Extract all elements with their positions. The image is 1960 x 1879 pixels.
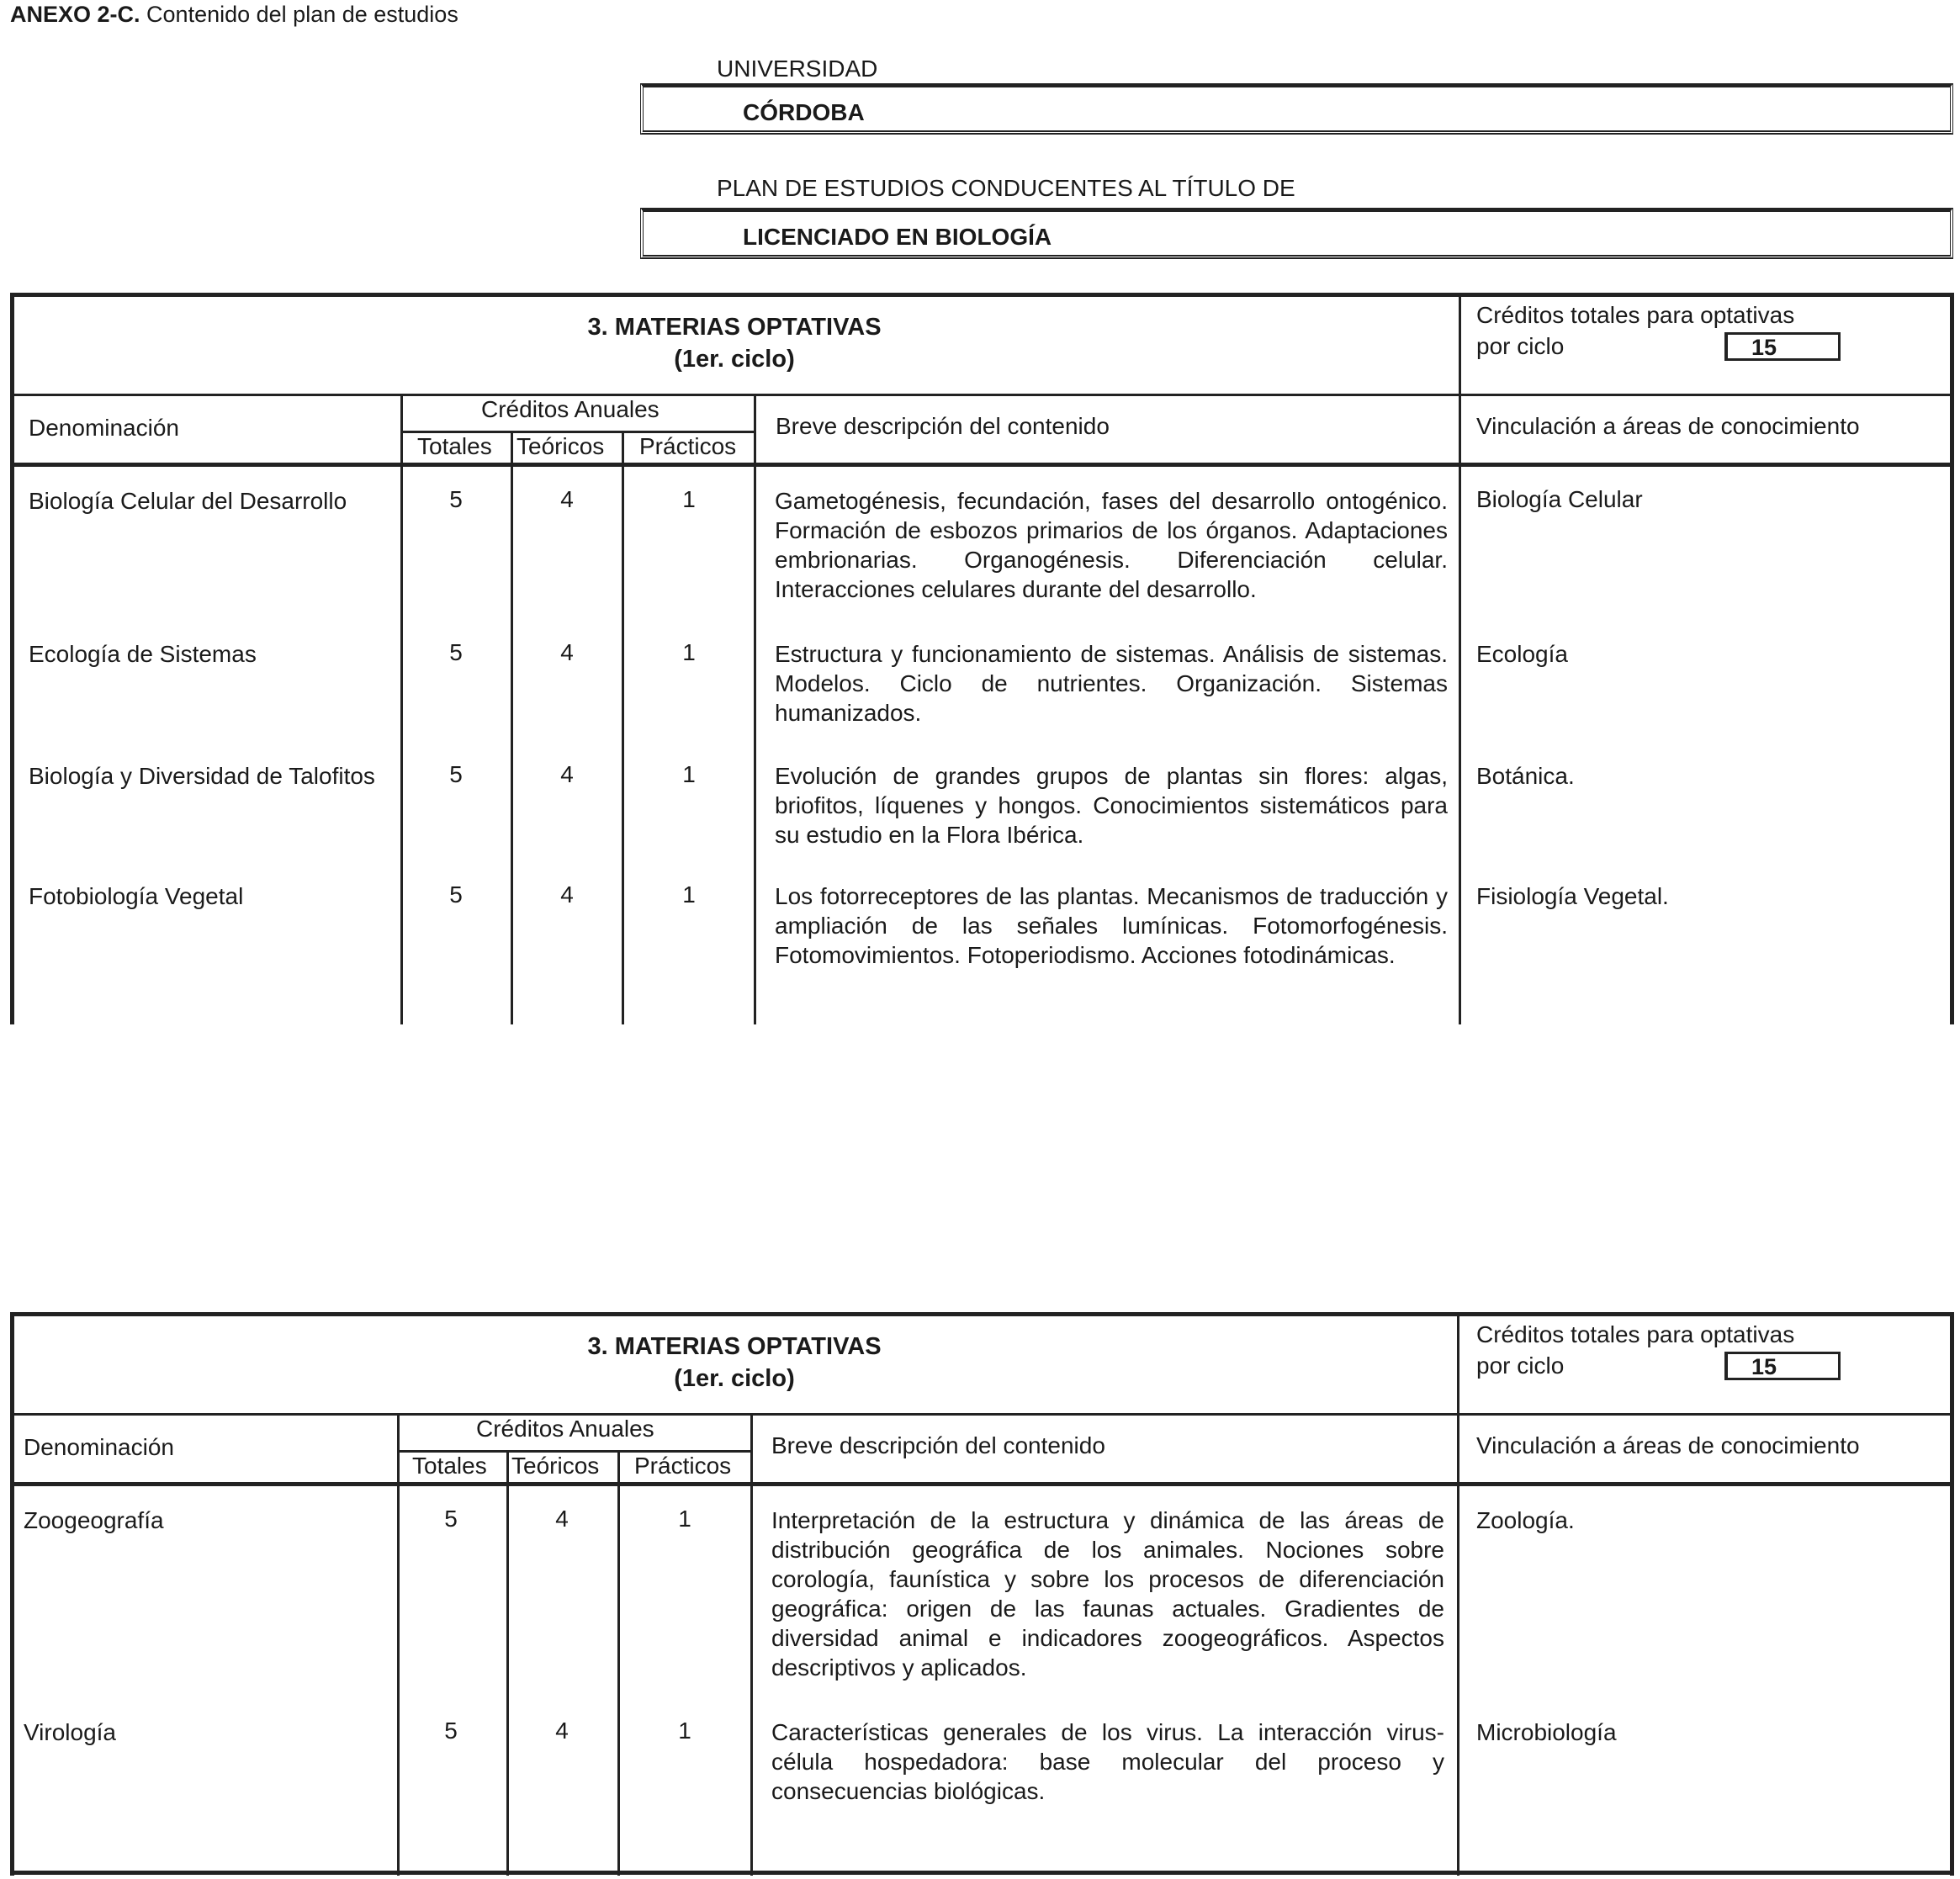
optional-subjects-table-2 — [10, 1312, 1953, 1876]
credits-totales: 5 — [449, 761, 463, 787]
credits-totales: 5 — [444, 1718, 458, 1744]
credits-totales: 5 — [444, 1506, 458, 1532]
credits-label: Créditos totales para optativas — [1476, 1321, 1795, 1347]
credits-totales: 5 — [449, 639, 463, 665]
annex-heading — [10, 2, 458, 28]
credits-label-2: por ciclo — [1476, 333, 1565, 359]
col-denominacion: Denominación — [24, 1434, 174, 1460]
subject-description: Gametogénesis, fecundación, fases del desarrollo ontogénico. Formación de esbozos primarios de los órganos. Adaptaciones embrionarias. Organogénesis. Diferenciación celular. Interacciones celulares durante del desarrollo. — [775, 488, 1448, 602]
col-creditos-anuales: Créditos Anuales — [476, 1416, 654, 1442]
subject-name: Fotobiología Vegetal — [29, 883, 244, 909]
university-label: UNIVERSIDAD — [717, 56, 878, 82]
credits-practicos: 1 — [678, 1506, 691, 1532]
subject-description: Características generales de los virus. La interacción virus-célula hospedadora: base molecular del proceso y consecuencias biológicas. — [771, 1719, 1444, 1804]
university-value: CÓRDOBA — [743, 99, 865, 125]
credits-practicos: 1 — [682, 639, 696, 665]
knowledge-area: Ecología — [1476, 641, 1568, 667]
subject-description: Interpretación de la estructura y dinámica de las áreas de distribución geográfica de los animales. Nociones sobre corología, faunística y sobre los procesos de diferenciación geográfica: origen de las faunas actuales. Gradientes de diversidad animal e indicadores zoogeográficos. Aspectos descriptivos y aplicados. — [771, 1507, 1444, 1681]
degree-label: PLAN DE ESTUDIOS CONDUCENTES AL TÍTULO DE — [717, 175, 1295, 201]
col-practicos: Prácticos — [639, 433, 737, 459]
subject-name: Biología y Diversidad de Talofitos — [29, 763, 375, 789]
credits-teoricos: 4 — [560, 486, 574, 512]
credits-totales: 5 — [449, 881, 463, 908]
credits-label-2: por ciclo — [1476, 1352, 1565, 1379]
col-creditos-anuales: Créditos Anuales — [481, 396, 660, 422]
subject-name: Ecología de Sistemas — [29, 641, 257, 667]
credits-teoricos: 4 — [555, 1718, 569, 1744]
subject-description: Los fotorreceptores de las plantas. Mecanismos de traducción y ampliación de las señales lumínicas. Fotomorfogénesis. Fotomovimientos. Fotoperiodismo. Acciones fotodinámicas. — [775, 883, 1448, 968]
credits-practicos: 1 — [678, 1718, 691, 1744]
credits-practicos: 1 — [682, 486, 696, 512]
table-subtitle: (1er. ciclo) — [674, 346, 795, 373]
knowledge-area: Fisiología Vegetal. — [1476, 883, 1669, 909]
knowledge-area: Biología Celular — [1476, 486, 1643, 512]
col-descripcion: Breve descripción del contenido — [771, 1432, 1105, 1458]
university-box — [640, 83, 1953, 135]
degree-box — [640, 208, 1953, 259]
credits-label: Créditos totales para optativas — [1476, 302, 1795, 328]
knowledge-area: Microbiología — [1476, 1719, 1617, 1745]
subject-name: Zoogeografía — [24, 1507, 164, 1533]
knowledge-area: Zoología. — [1476, 1507, 1575, 1533]
col-totales: Totales — [412, 1453, 487, 1479]
credits-value: 15 — [1724, 1352, 1841, 1380]
col-practicos: Prácticos — [634, 1453, 732, 1479]
table-title: 3. MATERIAS OPTATIVAS — [587, 314, 882, 341]
credits-practicos: 1 — [682, 881, 696, 908]
annex-text: Contenido del plan de estudios — [146, 2, 458, 27]
col-vinculacion: Vinculación a áreas de conocimiento — [1476, 1432, 1860, 1458]
col-vinculacion: Vinculación a áreas de conocimiento — [1476, 413, 1860, 439]
table-title: 3. MATERIAS OPTATIVAS — [587, 1333, 882, 1360]
col-teoricos: Teóricos — [516, 433, 605, 459]
col-teoricos: Teóricos — [511, 1453, 600, 1479]
subject-description: Estructura y funcionamiento de sistemas. Análisis de sistemas. Modelos. Ciclo de nutrientes. Organización. Sistemas humanizados. — [775, 641, 1448, 726]
optional-subjects-table-1 — [10, 293, 1953, 1024]
subject-name: Biología Celular del Desarrollo — [29, 488, 347, 514]
degree-value: LICENCIADO EN BIOLOGÍA — [743, 224, 1052, 250]
subject-description: Evolución de grandes grupos de plantas sin flores: algas, briofitos, líquenes y hongos. Conocimientos sistemáticos para su estudio en la Flora Ibérica. — [775, 763, 1448, 848]
col-totales: Totales — [417, 433, 492, 459]
credits-teoricos: 4 — [555, 1506, 569, 1532]
credits-practicos: 1 — [682, 761, 696, 787]
col-denominacion: Denominación — [29, 415, 179, 441]
credits-teoricos: 4 — [560, 881, 574, 908]
subject-name: Virología — [24, 1719, 117, 1745]
col-descripcion: Breve descripción del contenido — [776, 413, 1110, 439]
credits-teoricos: 4 — [560, 639, 574, 665]
table-subtitle: (1er. ciclo) — [674, 1365, 795, 1392]
credits-teoricos: 4 — [560, 761, 574, 787]
credits-totales: 5 — [449, 486, 463, 512]
credits-value: 15 — [1724, 332, 1841, 361]
annex-number: ANEXO 2-C. — [10, 2, 140, 27]
knowledge-area: Botánica. — [1476, 763, 1575, 789]
